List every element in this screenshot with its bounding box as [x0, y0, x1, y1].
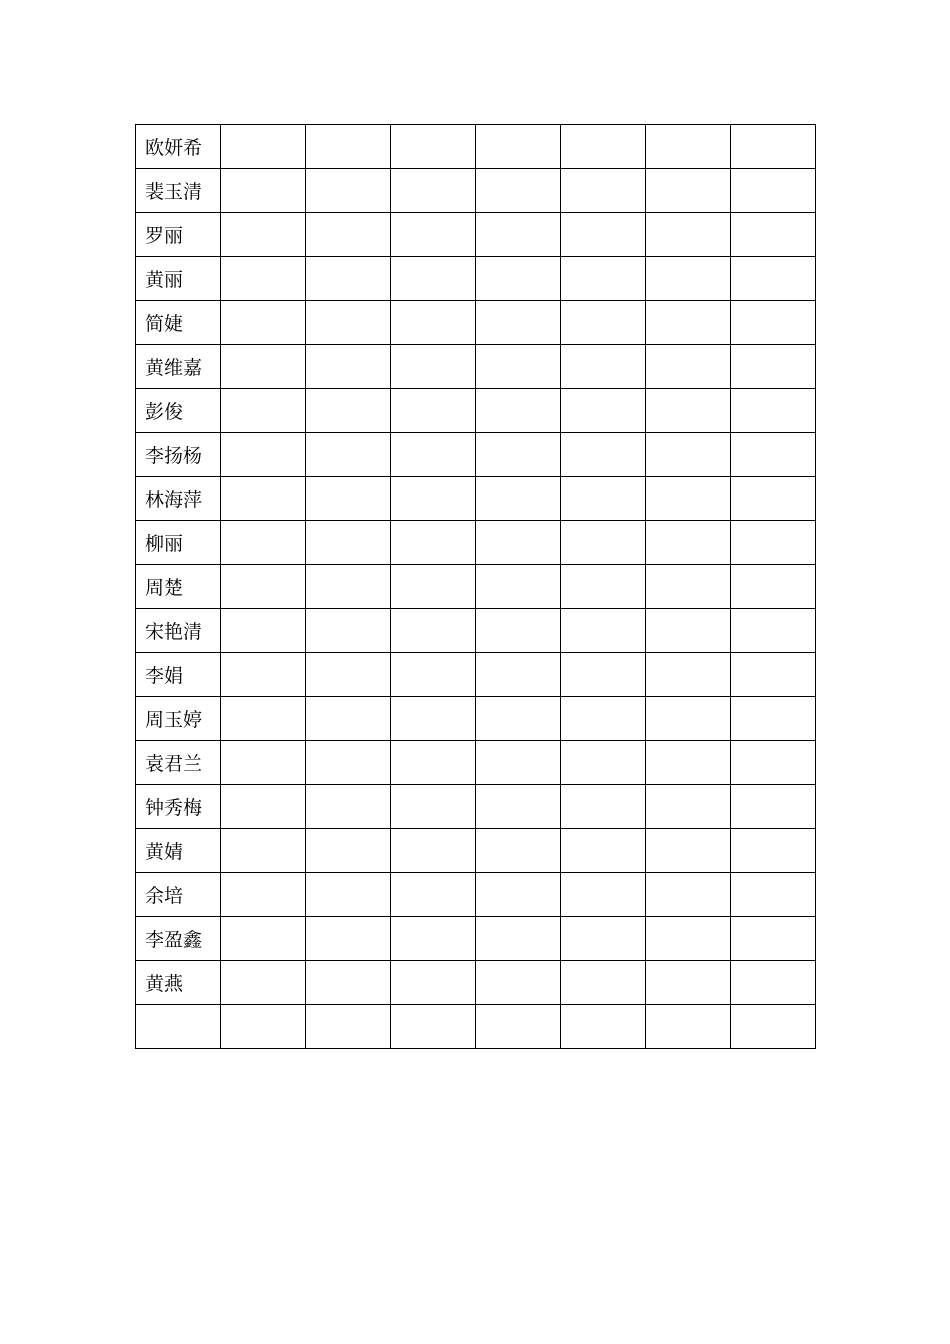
student-name-cell: 李盈鑫: [136, 917, 221, 961]
blank-entry-cell: [646, 741, 731, 785]
blank-entry-cell: [306, 1005, 391, 1049]
blank-entry-cell: [731, 609, 816, 653]
blank-entry-cell: [306, 961, 391, 1005]
blank-entry-cell: [221, 257, 306, 301]
blank-entry-cell: [646, 125, 731, 169]
blank-entry-cell: [306, 345, 391, 389]
student-name-cell: 李娟: [136, 653, 221, 697]
blank-entry-cell: [306, 433, 391, 477]
blank-entry-cell: [221, 697, 306, 741]
blank-entry-cell: [221, 345, 306, 389]
blank-entry-cell: [391, 477, 476, 521]
blank-entry-cell: [221, 125, 306, 169]
blank-entry-cell: [561, 125, 646, 169]
student-name-cell: 黄燕: [136, 961, 221, 1005]
table-row: [136, 345, 816, 389]
blank-entry-cell: [221, 433, 306, 477]
blank-entry-cell: [561, 697, 646, 741]
blank-entry-cell: [476, 521, 561, 565]
blank-entry-cell: [561, 433, 646, 477]
blank-entry-cell: [476, 785, 561, 829]
blank-entry-cell: [306, 697, 391, 741]
blank-entry-cell: [221, 477, 306, 521]
student-name-cell: 周楚: [136, 565, 221, 609]
blank-entry-cell: [561, 389, 646, 433]
blank-entry-cell: [561, 653, 646, 697]
blank-entry-cell: [476, 389, 561, 433]
student-name-cell: 黄婧: [136, 829, 221, 873]
blank-entry-cell: [306, 565, 391, 609]
blank-entry-cell: [306, 169, 391, 213]
table-row: [136, 477, 816, 521]
blank-entry-cell: [561, 785, 646, 829]
blank-entry-cell: [561, 257, 646, 301]
blank-entry-cell: [731, 345, 816, 389]
blank-entry-cell: [731, 785, 816, 829]
blank-entry-cell: [391, 917, 476, 961]
blank-entry-cell: [646, 301, 731, 345]
blank-entry-cell: [731, 565, 816, 609]
blank-entry-cell: [646, 345, 731, 389]
student-name-cell: 钟秀梅: [136, 785, 221, 829]
blank-entry-cell: [731, 389, 816, 433]
blank-entry-cell: [731, 961, 816, 1005]
blank-entry-cell: [221, 653, 306, 697]
blank-entry-cell: [646, 653, 731, 697]
blank-entry-cell: [476, 477, 561, 521]
table-row: [136, 961, 816, 1005]
blank-entry-cell: [476, 873, 561, 917]
blank-entry-cell: [731, 653, 816, 697]
blank-entry-cell: [561, 477, 646, 521]
blank-entry-cell: [561, 213, 646, 257]
blank-entry-cell: [731, 917, 816, 961]
blank-entry-cell: [561, 301, 646, 345]
blank-entry-cell: [391, 521, 476, 565]
blank-entry-cell: [476, 213, 561, 257]
blank-entry-cell: [646, 609, 731, 653]
blank-entry-cell: [391, 125, 476, 169]
blank-entry-cell: [476, 697, 561, 741]
blank-entry-cell: [646, 873, 731, 917]
blank-entry-cell: [731, 873, 816, 917]
blank-entry-cell: [476, 345, 561, 389]
blank-entry-cell: [391, 873, 476, 917]
blank-entry-cell: [731, 1005, 816, 1049]
blank-entry-cell: [476, 125, 561, 169]
table-row: [136, 873, 816, 917]
blank-entry-cell: [476, 565, 561, 609]
blank-entry-cell: [731, 433, 816, 477]
blank-entry-cell: [306, 653, 391, 697]
blank-entry-cell: [391, 389, 476, 433]
blank-entry-cell: [476, 653, 561, 697]
table-row: [136, 829, 816, 873]
blank-entry-cell: [391, 697, 476, 741]
blank-entry-cell: [476, 433, 561, 477]
blank-entry-cell: [561, 565, 646, 609]
blank-entry-cell: [306, 917, 391, 961]
blank-entry-cell: [306, 301, 391, 345]
student-name-cell: 彭俊: [136, 389, 221, 433]
blank-entry-cell: [391, 257, 476, 301]
blank-entry-cell: [221, 169, 306, 213]
blank-entry-cell: [476, 609, 561, 653]
blank-entry-cell: [731, 169, 816, 213]
table-row: [136, 697, 816, 741]
blank-entry-cell: [646, 697, 731, 741]
roster-table: [135, 124, 816, 1049]
blank-entry-cell: [476, 301, 561, 345]
blank-entry-cell: [221, 961, 306, 1005]
table-row: [136, 169, 816, 213]
table-row: [136, 257, 816, 301]
blank-entry-cell: [731, 741, 816, 785]
blank-entry-cell: [391, 565, 476, 609]
blank-entry-cell: [306, 785, 391, 829]
blank-entry-cell: [391, 213, 476, 257]
blank-entry-cell: [476, 169, 561, 213]
blank-entry-cell: [391, 345, 476, 389]
blank-entry-cell: [306, 829, 391, 873]
blank-entry-cell: [221, 917, 306, 961]
blank-entry-cell: [221, 785, 306, 829]
blank-entry-cell: [731, 477, 816, 521]
blank-entry-cell: [306, 741, 391, 785]
student-name-cell: 简婕: [136, 301, 221, 345]
blank-entry-cell: [646, 785, 731, 829]
table-row: [136, 609, 816, 653]
student-name-cell: 欧妍希: [136, 125, 221, 169]
blank-entry-cell: [561, 829, 646, 873]
student-name-cell: 李扬杨: [136, 433, 221, 477]
table-row: [136, 125, 816, 169]
blank-entry-cell: [221, 1005, 306, 1049]
blank-entry-cell: [561, 917, 646, 961]
blank-entry-cell: [391, 741, 476, 785]
table-row: [136, 301, 816, 345]
student-name-cell: 周玉婷: [136, 697, 221, 741]
blank-entry-cell: [306, 389, 391, 433]
blank-entry-cell: [391, 301, 476, 345]
blank-entry-cell: [561, 1005, 646, 1049]
blank-entry-cell: [646, 961, 731, 1005]
blank-entry-cell: [221, 741, 306, 785]
blank-entry-cell: [306, 125, 391, 169]
blank-entry-cell: [561, 609, 646, 653]
blank-entry-cell: [646, 389, 731, 433]
blank-entry-cell: [391, 961, 476, 1005]
blank-entry-cell: [391, 785, 476, 829]
student-name-cell: 柳丽: [136, 521, 221, 565]
blank-entry-cell: [646, 1005, 731, 1049]
blank-entry-cell: [646, 829, 731, 873]
blank-entry-cell: [561, 741, 646, 785]
blank-entry-cell: [646, 565, 731, 609]
blank-entry-cell: [731, 521, 816, 565]
blank-entry-cell: [731, 697, 816, 741]
student-name-cell: 袁君兰: [136, 741, 221, 785]
blank-entry-cell: [306, 873, 391, 917]
table-row: [136, 521, 816, 565]
table-row: [136, 785, 816, 829]
blank-entry-cell: [646, 521, 731, 565]
blank-entry-cell: [391, 829, 476, 873]
table-row: [136, 565, 816, 609]
blank-entry-cell: [561, 521, 646, 565]
blank-entry-cell: [221, 873, 306, 917]
blank-entry-cell: [391, 169, 476, 213]
blank-entry-cell: [221, 301, 306, 345]
blank-entry-cell: [221, 521, 306, 565]
student-name-cell: 宋艳清: [136, 609, 221, 653]
blank-entry-cell: [561, 961, 646, 1005]
student-name-cell: 裴玉清: [136, 169, 221, 213]
table-row: [136, 389, 816, 433]
table-row: [136, 917, 816, 961]
student-name-cell: 黄维嘉: [136, 345, 221, 389]
blank-entry-cell: [306, 257, 391, 301]
blank-entry-cell: [476, 829, 561, 873]
blank-entry-cell: [221, 389, 306, 433]
blank-entry-cell: [646, 433, 731, 477]
blank-entry-cell: [391, 653, 476, 697]
blank-entry-cell: [391, 609, 476, 653]
table-row: [136, 653, 816, 697]
table-row: [136, 741, 816, 785]
blank-entry-cell: [221, 213, 306, 257]
student-name-cell: 罗丽: [136, 213, 221, 257]
roster-table-body: [136, 125, 816, 1049]
blank-entry-cell: [476, 917, 561, 961]
blank-entry-cell: [731, 301, 816, 345]
table-row: [136, 433, 816, 477]
blank-entry-cell: [561, 873, 646, 917]
blank-entry-cell: [731, 125, 816, 169]
blank-entry-cell: [731, 257, 816, 301]
blank-entry-cell: [476, 741, 561, 785]
blank-entry-cell: [561, 345, 646, 389]
blank-entry-cell: [221, 829, 306, 873]
blank-entry-cell: [476, 1005, 561, 1049]
blank-entry-cell: [391, 1005, 476, 1049]
blank-entry-cell: [646, 213, 731, 257]
student-name-cell: [136, 1005, 221, 1049]
blank-entry-cell: [306, 477, 391, 521]
blank-entry-cell: [221, 565, 306, 609]
blank-entry-cell: [561, 169, 646, 213]
blank-entry-cell: [646, 917, 731, 961]
blank-entry-cell: [646, 477, 731, 521]
blank-entry-cell: [391, 433, 476, 477]
student-name-cell: 黄丽: [136, 257, 221, 301]
student-name-cell: 余培: [136, 873, 221, 917]
blank-entry-cell: [731, 213, 816, 257]
table-row: [136, 213, 816, 257]
blank-entry-cell: [476, 257, 561, 301]
blank-entry-cell: [476, 961, 561, 1005]
blank-entry-cell: [306, 521, 391, 565]
blank-entry-cell: [306, 213, 391, 257]
blank-entry-cell: [646, 257, 731, 301]
blank-entry-cell: [306, 609, 391, 653]
student-name-cell: 林海萍: [136, 477, 221, 521]
blank-entry-cell: [731, 829, 816, 873]
table-row: [136, 1005, 816, 1049]
blank-entry-cell: [221, 609, 306, 653]
blank-entry-cell: [646, 169, 731, 213]
